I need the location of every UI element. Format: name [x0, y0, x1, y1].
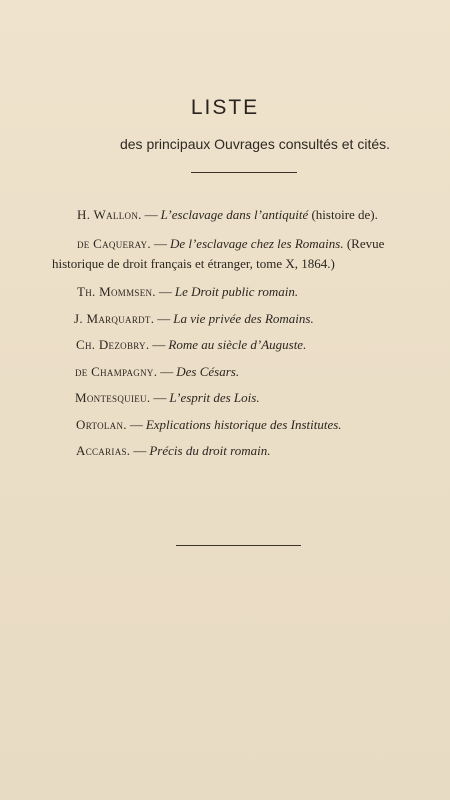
entry-author: Ch. Dezobry. — [76, 337, 150, 352]
entry-work-title: Rome au siècle d’Auguste. — [168, 337, 307, 352]
entry-dash: — — [152, 337, 166, 352]
entry-author: J. Marquardt. — [74, 311, 155, 326]
bibliography-entry-caqueray — [52, 236, 385, 272]
top-divider — [191, 172, 297, 173]
entry-note: (Revue — [343, 236, 385, 251]
entry-work-title: Le Droit public romain. — [174, 284, 299, 299]
bibliography-entry-champagny — [75, 364, 239, 380]
entry-dash: — — [129, 417, 143, 432]
bibliography-entry-dezobry — [76, 337, 306, 353]
entry-work-title: De l’esclavage chez les Romains. — [169, 236, 344, 251]
bibliography-entry-wallon — [77, 207, 378, 223]
bibliography-entry-marquardt — [74, 311, 314, 327]
bottom-divider — [176, 545, 301, 546]
entry-dash: — — [144, 207, 158, 222]
entry-dash: — — [133, 443, 147, 458]
bibliography-entry-accarias — [76, 443, 270, 459]
page-subtitle: des principaux Ouvrages consultés et cités. — [119, 136, 391, 152]
entry-work-title: Explications historique des Institutes. — [145, 417, 342, 432]
entry-work-title: Précis du droit romain. — [149, 443, 271, 458]
entry-author: Th. Mommsen. — [77, 284, 156, 299]
entry-note: (histoire de). — [308, 207, 378, 222]
bibliography-entry-mommsen — [77, 284, 298, 300]
entry-dash: — — [153, 236, 167, 251]
entry-work-title: L’esprit des Lois. — [169, 390, 260, 405]
entry-dash: — — [153, 390, 167, 405]
entry-dash: — — [160, 364, 174, 379]
bibliography-entry-montesquieu — [75, 390, 260, 406]
bibliography-entry-ortolan — [76, 417, 342, 433]
entry-continuation: historique de droit français et étranger, tome X, 1864.) — [52, 256, 335, 271]
entry-work-title: La vie privée des Romains. — [173, 311, 314, 326]
page-title: LISTE — [190, 96, 260, 119]
entry-author: de Caqueray. — [77, 236, 151, 251]
entry-dash: — — [158, 284, 172, 299]
entry-author: Montesquieu. — [75, 390, 151, 405]
entry-work-title: Des Césars. — [176, 364, 240, 379]
entry-author: H. Wallon. — [77, 207, 142, 222]
entry-author: Accarias. — [76, 443, 131, 458]
entry-work-title: L’esclavage dans l’antiquité — [160, 207, 309, 222]
entry-dash: — — [157, 311, 171, 326]
entry-author: de Champagny. — [75, 364, 158, 379]
entry-author: Ortolan. — [76, 417, 127, 432]
